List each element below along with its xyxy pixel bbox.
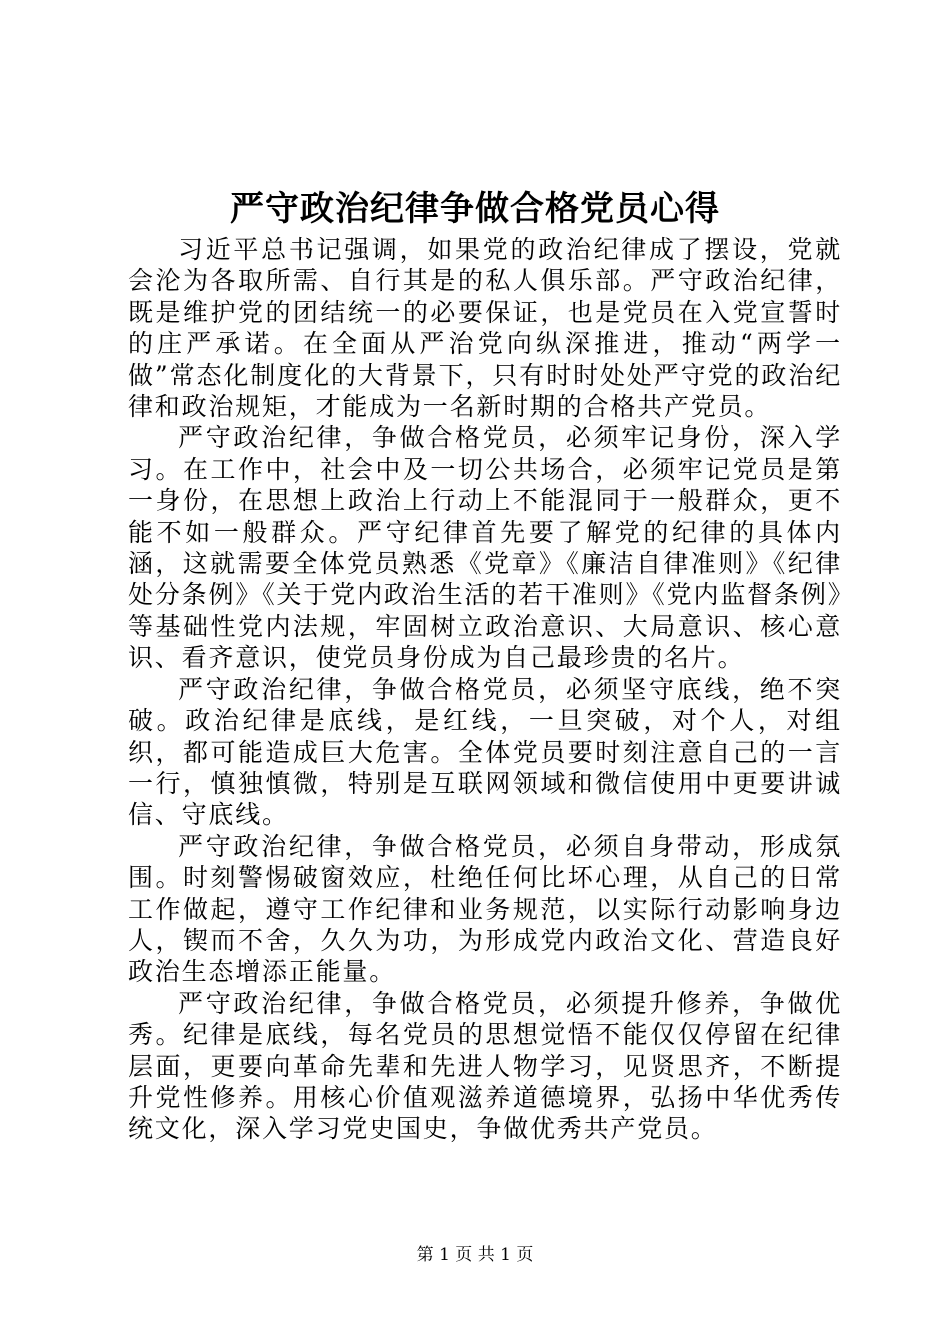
paragraph-3: 严守政治纪律，争做合格党员，必须坚守底线，绝不突破。政治纪律是底线，是红线，一旦突破，对个人，对组织，都可能造成巨大危害。全体党员要时刻注意自己的一言一行，慎独慎微，特别是互联网领域和微信使用中更要讲诚信、守底线。 bbox=[128, 674, 842, 830]
paragraph-4: 严守政治纪律，争做合格党员，必须自身带动，形成氛围。时刻警惕破窗效应，杜绝任何比坏心理，从自己的日常工作做起，遵守工作纪律和业务规范，以实际行动影响身边人，锲而不舍，久久为功，为形成党内政治文化、营造良好政治生态增添正能量。 bbox=[128, 831, 842, 987]
document-title: 严守政治纪律争做合格党员心得 bbox=[230, 189, 720, 229]
page-number-footer: 第 1 页 共 1 页 bbox=[416, 1245, 534, 1265]
paragraph-1: 习近平总书记强调，如果党的政治纪律成了摆设，党就会沦为各取所需、自行其是的私人俱乐部。严守政治纪律，既是维护党的团结统一的必要保证，也是党员在入党宣誓时的庄严承诺。在全面从严治党向纵深推进，推动“两学一做”常态化制度化的大背景下，只有时时处处严守党的政治纪律和政治规矩，才能成为一名新时期的合格共产党员。 bbox=[128, 235, 842, 422]
document-body bbox=[128, 234, 842, 1145]
paragraph-5: 严守政治纪律，争做合格党员，必须提升修养，争做优秀。纪律是底线，每名党员的思想觉悟不能仅仅停留在纪律层面，更要向革命先辈和先进人物学习，见贤思齐，不断提升党性修养。用核心价值观滋养道德境界，弘扬中华优秀传统文化，深入学习党史国史，争做优秀共产党员。 bbox=[128, 988, 842, 1144]
paragraph-2: 严守政治纪律，争做合格党员，必须牢记身份，深入学习。在工作中，社会中及一切公共场合，必须牢记党员是第一身份，在思想上政治上行动上不能混同于一般群众，更不能不如一般群众。严守纪律首先要了解党的纪律的具体内涵，这就需要全体党员熟悉《党章》《廉洁自律准则》《纪律处分条例》《关于党内政治生活的若干准则》《党内监督条例》等基础性党内法规，牢固树立政治意识、大局意识、核心意识、看齐意识，使党员身份成为自己最珍贵的名片。 bbox=[128, 423, 842, 673]
